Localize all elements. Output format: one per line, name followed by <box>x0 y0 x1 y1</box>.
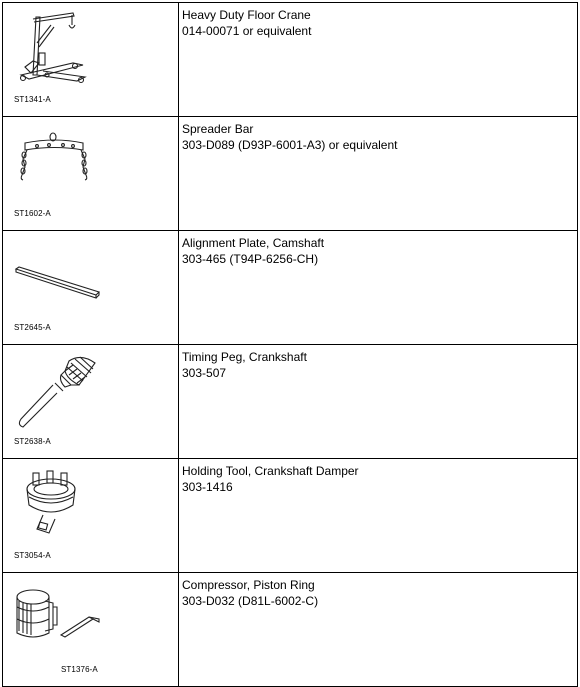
tool-number: 014-00071 or equivalent <box>182 24 312 38</box>
tool-name: Alignment Plate, Camshaft <box>182 236 325 250</box>
tool-description-cell <box>179 345 578 459</box>
tool-description-cell <box>179 117 578 231</box>
special-tools-table <box>2 2 578 687</box>
tool-description-cell <box>179 573 578 687</box>
tool-row <box>3 3 578 117</box>
tool-description-cell <box>179 459 578 573</box>
tool-number: 303-D089 (D93P-6001-A3) or equivalent <box>182 138 398 152</box>
tool-name: Timing Peg, Crankshaft <box>182 350 307 364</box>
tool-description-cell <box>179 231 578 345</box>
tool-number: 303-1416 <box>182 480 233 494</box>
tool-number: 303-465 (T94P-6256-CH) <box>182 252 319 266</box>
tool-row <box>3 573 578 687</box>
tool-illustration-cell <box>3 117 179 231</box>
tool-name: Spreader Bar <box>182 122 254 136</box>
tool-code-label: ST1376-A <box>61 665 98 674</box>
tool-illustration-cell <box>3 345 179 459</box>
tool-illustration-cell <box>3 459 179 573</box>
tool-illustration-cell <box>3 231 179 345</box>
tool-code-label: ST1341-A <box>14 95 51 104</box>
tool-name: Compressor, Piston Ring <box>182 578 315 592</box>
tool-row <box>3 345 578 459</box>
tool-code-label: ST2645-A <box>14 323 51 332</box>
tool-illustration-cell <box>3 3 179 117</box>
tool-code-label: ST3054-A <box>14 551 51 560</box>
tool-description-cell <box>179 3 578 117</box>
tool-name: Holding Tool, Crankshaft Damper <box>182 464 359 478</box>
tool-row <box>3 117 578 231</box>
tool-code-label: ST1602-A <box>14 209 51 218</box>
tool-row <box>3 459 578 573</box>
tool-number: 303-D032 (D81L-6002-C) <box>182 594 319 608</box>
tool-code-label: ST2638-A <box>14 437 51 446</box>
tool-illustration-cell <box>3 573 179 687</box>
tool-number: 303-507 <box>182 366 227 380</box>
tool-row <box>3 231 578 345</box>
tool-name: Heavy Duty Floor Crane <box>182 8 311 22</box>
